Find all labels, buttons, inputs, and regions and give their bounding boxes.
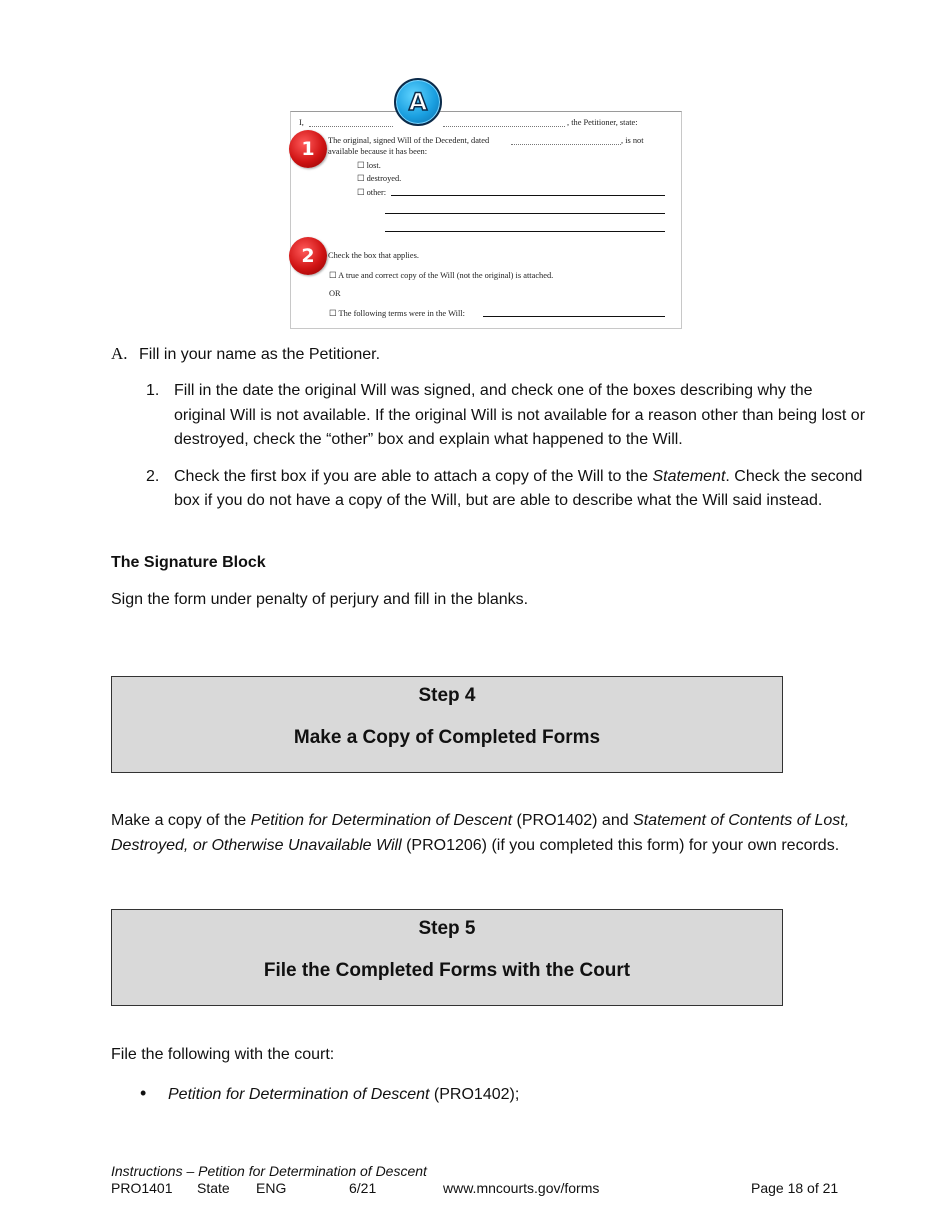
copy-form-title: Petition for Determination of Descent — [250, 812, 513, 829]
list-item-text: Fill in the date the original Will was signed, and check one of the boxes describing why the original Will is not available. If the original Will is not available for a reason other than being lost or destroyed, check the “other” box and explain what happened to the Will. — [174, 382, 866, 448]
callout-badge-a: A — [394, 78, 442, 126]
list-item-text-end: . Check the second box if you do not have a copy of the Will, but are able to describe what the Will said instead. — [174, 467, 863, 509]
step-4-title: Make a Copy of Completed Forms — [293, 727, 601, 748]
list-item — [146, 379, 866, 453]
form-terms-line — [483, 316, 665, 317]
list-number: 1. — [146, 382, 160, 399]
step-4-label: Step 4 — [418, 685, 476, 706]
form-item2-instruction: Check the box that applies. — [328, 251, 419, 260]
form-date-blank — [511, 144, 621, 145]
form-or-text: OR — [329, 289, 341, 298]
form-option-other: ☐ other: — [357, 188, 387, 197]
signature-text: Sign the form under penalty of perjury and fill in the blanks. — [111, 591, 529, 608]
form-option-lost: ☐ lost. — [357, 161, 381, 170]
footer-language: ENG — [256, 1180, 287, 1196]
bullet-icon: • — [140, 1083, 147, 1103]
step-5-label: Step 5 — [418, 918, 476, 939]
bullet-text: (PRO1402); — [429, 1086, 520, 1103]
callout-badge-1: 1 — [289, 130, 327, 168]
copy-text: (PRO1206) (if you completed this form) for your own records. — [401, 836, 840, 854]
footer-url: www.mncourts.gov/forms — [443, 1180, 600, 1196]
copy-form-title: Statement of Contents of Lost, Destroyed, or Otherwise Unavailable Will — [111, 812, 850, 854]
form-item1-line1-end: , is not — [621, 136, 644, 145]
form-blank-line — [443, 126, 565, 127]
copy-paragraph — [111, 809, 871, 858]
form-option-copy: ☐ A true and correct copy of the Will (not the original) is attached. — [329, 271, 554, 280]
form-blank-line — [309, 126, 393, 127]
form-other-line — [391, 195, 665, 196]
list-item-text: Check the first box if you are able to attach a copy of the Will to the — [174, 467, 653, 485]
list-item — [146, 465, 866, 514]
copy-text: (PRO1402) and — [512, 812, 634, 829]
step-5-title: File the Completed Forms with the Court — [263, 960, 631, 981]
footer-form-code: PRO1401 — [111, 1180, 173, 1196]
form-option-terms: ☐ The following terms were in the Will: — [329, 309, 465, 318]
form-option-destroyed: ☐ destroyed. — [357, 174, 402, 183]
numbered-instructions — [146, 379, 866, 526]
instruction-a-text: Fill in your name as the Petitioner. — [139, 346, 381, 363]
form-item1-line1: The original, signed Will of the Decedent, dated — [328, 136, 490, 145]
list-item-italic: Statement — [652, 467, 726, 485]
form-line-i-suffix: , the Petitioner, state: — [567, 118, 638, 127]
form-other-line — [385, 213, 665, 214]
footer-title: Instructions – Petition for Determination of Descent — [111, 1163, 427, 1179]
instruction-a — [111, 342, 380, 368]
list-item — [140, 1081, 519, 1108]
copy-text: Make a copy of the — [111, 812, 251, 829]
list-number: 2. — [146, 467, 160, 485]
callout-badge-2: 2 — [289, 237, 327, 275]
form-line-i-prefix: I, — [299, 118, 304, 127]
instruction-a-marker: A. — [111, 344, 128, 363]
footer-jurisdiction: State — [197, 1180, 230, 1196]
form-other-line — [385, 231, 665, 232]
bullet-form-title: Petition for Determination of Descent — [168, 1086, 430, 1103]
form-excerpt-image — [290, 111, 682, 329]
step-5-box — [111, 909, 783, 1006]
step-4-box — [111, 676, 783, 773]
signature-heading: The Signature Block — [111, 554, 266, 571]
form-item1-line2: available because it has been: — [328, 147, 428, 156]
footer-page-number: Page 18 of 21 — [751, 1180, 839, 1196]
file-intro: File the following with the court: — [111, 1046, 335, 1063]
footer-revision: 6/21 — [349, 1180, 377, 1196]
